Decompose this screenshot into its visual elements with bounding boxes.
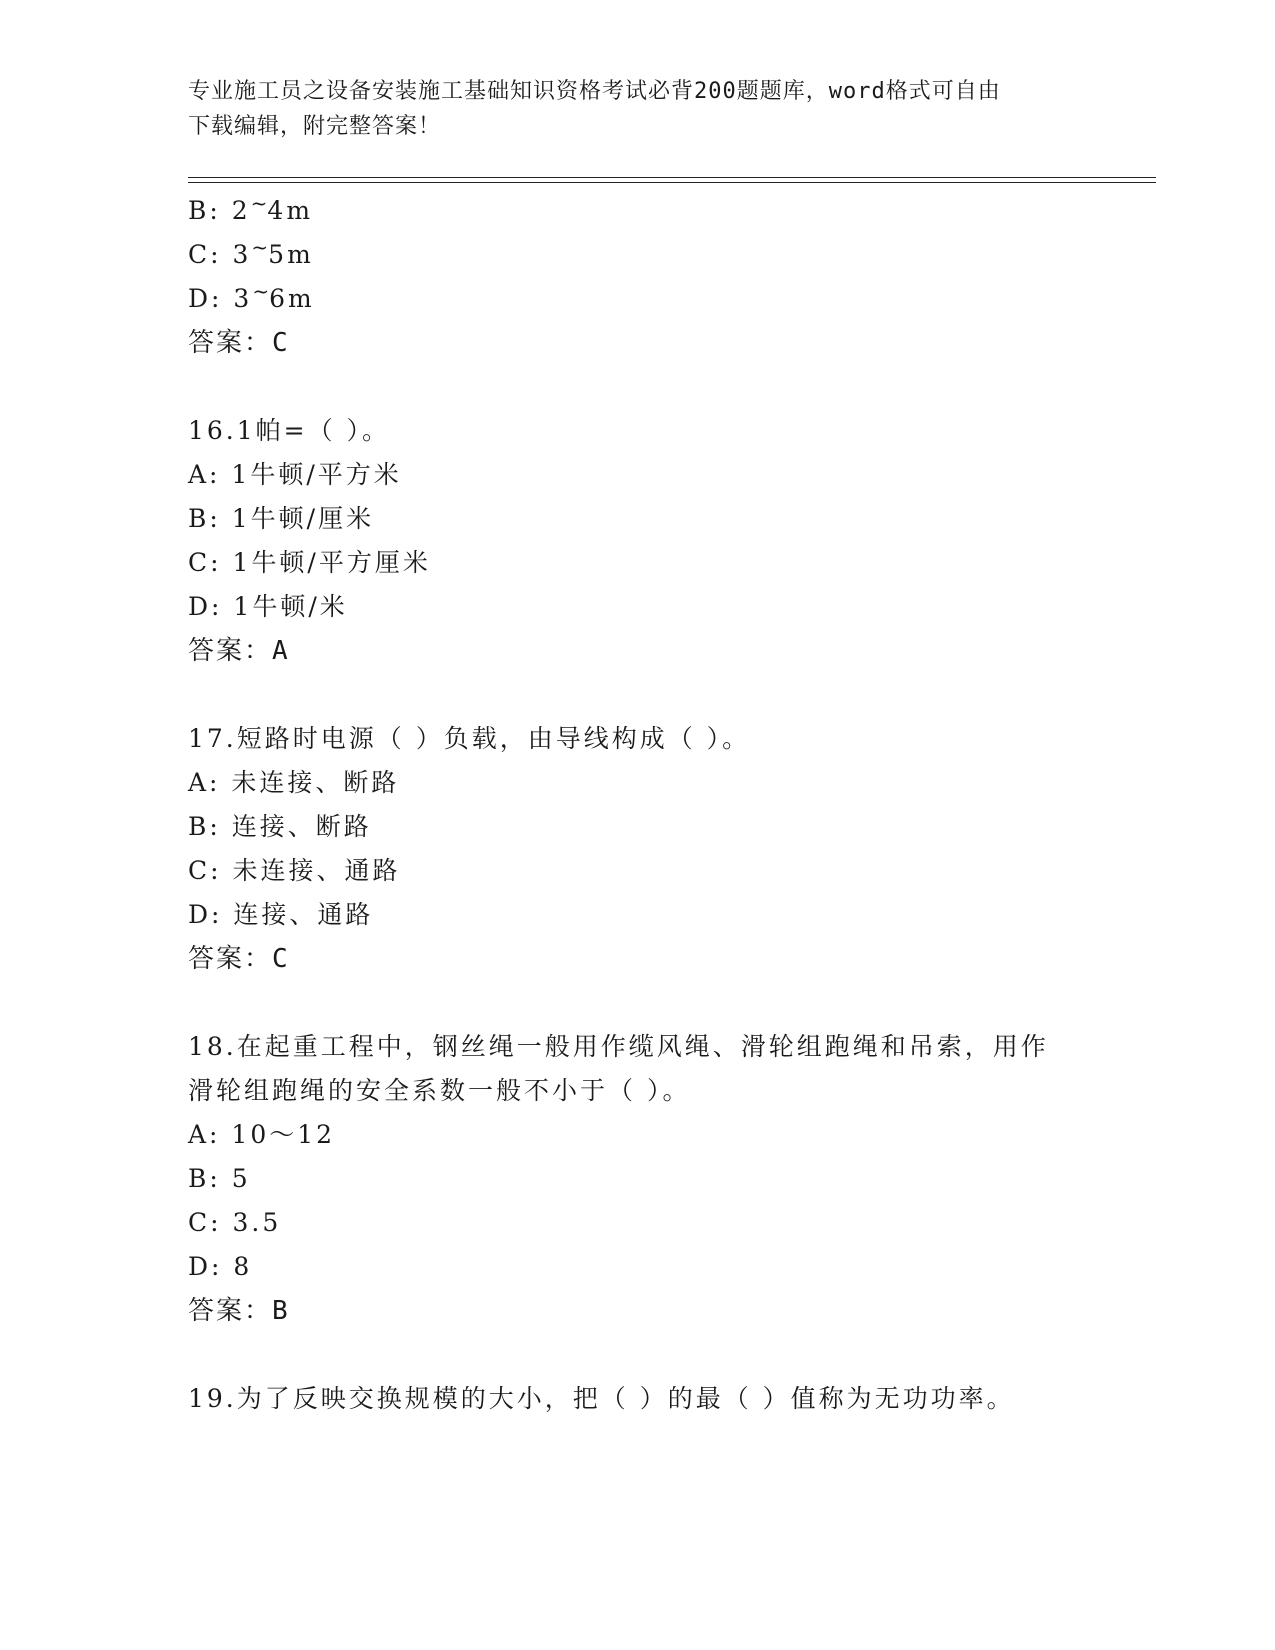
document-header: [188, 74, 1088, 144]
header-divider-bottom: [188, 182, 1156, 183]
tilde-glyph: ~: [252, 279, 270, 303]
q16-answer: 答案：A: [188, 636, 290, 666]
q17-answer: 答案：C: [188, 944, 290, 974]
q18-option-a: A: 10～12: [188, 1120, 336, 1149]
q18-option-c: C: 3.5: [188, 1208, 282, 1237]
q15-answer: 答案：C: [188, 328, 290, 358]
q15-option-b: B: 2~4m: [188, 191, 314, 225]
q15-option-c: C: 3~5m: [188, 235, 314, 269]
q18-question-line-2: 滑轮组跑绳的安全系数一般不小于（ ）。: [188, 1076, 691, 1105]
header-line-2: 下载编辑，附完整答案！: [188, 114, 442, 139]
q18-option-b: B: 5: [188, 1164, 251, 1193]
q15-option-d: D: 3~6m: [188, 279, 315, 313]
q19-question: 19.为了反映交换规模的大小，把（ ）的最（ ）值称为无功功率。: [188, 1384, 1015, 1413]
q16-question: 16.1帕=（ ）。: [188, 416, 391, 445]
q18-answer: 答案：B: [188, 1296, 290, 1326]
tilde-glyph: ~: [251, 235, 269, 259]
header-line-1: 专业施工员之设备安装施工基础知识资格考试必背200题题库，word格式可自由: [188, 79, 1001, 104]
q16-option-c: C: 1牛顿/平方厘米: [188, 548, 431, 577]
q17-option-d: D: 连接、通路: [188, 900, 374, 929]
q17-option-b: B: 连接、断路: [188, 812, 372, 841]
q17-option-a: A: 未连接、断路: [188, 768, 400, 797]
q18-question-line-1: 18.在起重工程中，钢丝绳一般用作缆风绳、滑轮组跑绳和吊索，用作: [188, 1032, 1049, 1061]
q18-option-d: D: 8: [188, 1252, 253, 1281]
q16-option-b: B: 1牛顿/厘米: [188, 504, 375, 533]
q16-option-d: D: 1牛顿/米: [188, 592, 348, 621]
tilde-glyph: ~: [250, 191, 268, 215]
q16-option-a: A: 1牛顿/平方米: [188, 460, 402, 489]
q17-question: 17.短路时电源（ ）负载，由导线构成（ ）。: [188, 724, 751, 753]
header-divider-top: [188, 177, 1156, 178]
q17-option-c: C: 未连接、通路: [188, 856, 401, 885]
